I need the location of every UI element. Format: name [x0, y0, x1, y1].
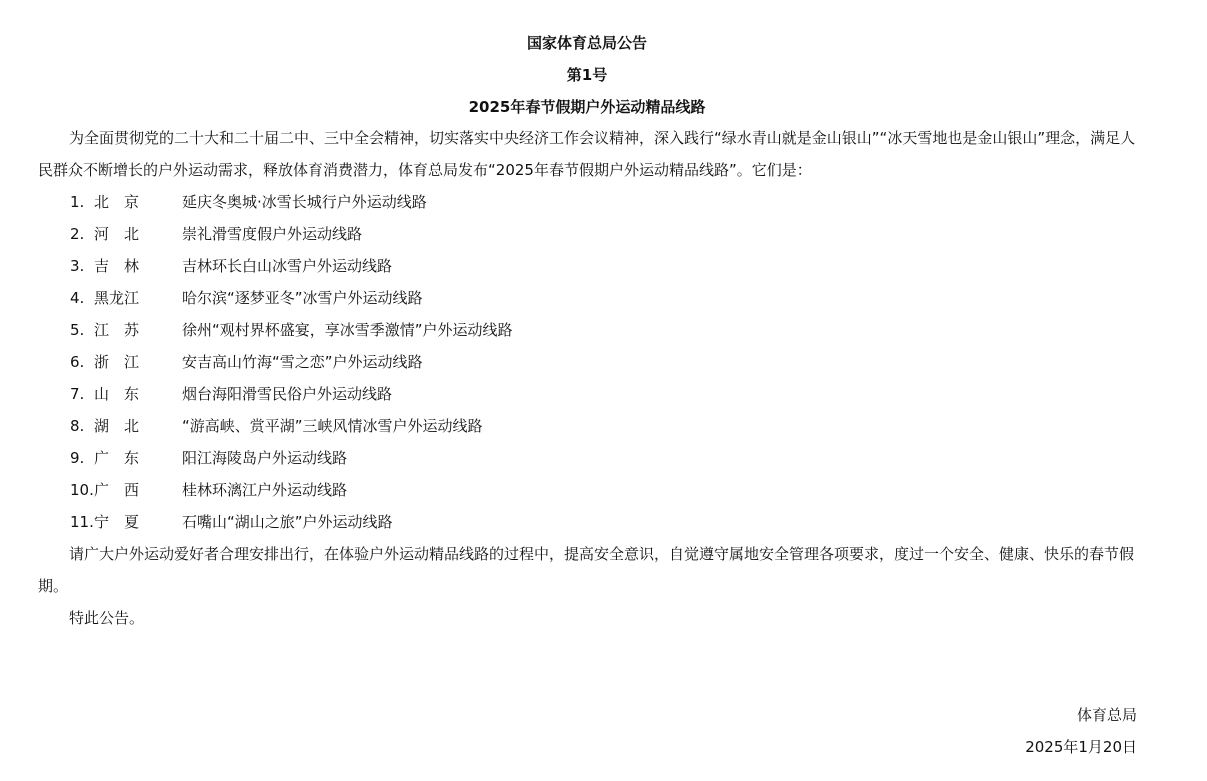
route-province: 河 北	[94, 225, 140, 243]
route-item	[70, 218, 770, 250]
route-item	[70, 346, 770, 378]
route-province: 吉 林	[94, 257, 140, 275]
route-number: 3.	[70, 257, 85, 275]
route-number: 9.	[70, 449, 85, 467]
route-number: 11.	[70, 513, 94, 531]
route-item	[70, 442, 770, 474]
route-province: 广 东	[94, 449, 140, 467]
route-name: 延庆冬奥城·冰雪长城行户外运动线路	[182, 193, 427, 211]
route-item	[70, 506, 770, 538]
route-number: 1.	[70, 193, 85, 211]
route-province: 广 西	[94, 481, 140, 499]
intro-paragraph: 为全面贯彻党的二十大和二十届二中、三中全会精神，切实落实中央经济工作会议精神，深入践行“绿水青山就是金山银山”“冰天雪地也是金山银山”理念，满足人民群众不断增长的户外运动需求，释放体育消费潜力，体育总局发布“2025年春节假期户外运动精品线路”。它们是：	[38, 129, 1136, 179]
route-province: 宁 夏	[94, 513, 140, 531]
route-number: 10.	[70, 481, 94, 499]
route-item	[70, 378, 770, 410]
routes-list	[70, 186, 770, 538]
route-item	[70, 474, 770, 506]
document-title: 国家体育总局公告	[526, 34, 647, 52]
route-number: 8.	[70, 417, 85, 435]
route-name: 烟台海阳滑雪民俗户外运动线路	[182, 385, 393, 403]
route-province: 山 东	[94, 385, 140, 403]
route-name: 桂林环漓江户外运动线路	[182, 481, 348, 499]
route-number: 7.	[70, 385, 85, 403]
route-item	[70, 410, 770, 442]
closing-paragraph: 请广大户外运动爱好者合理安排出行，在体验户外运动精品线路的过程中，提高安全意识，自觉遵守属地安全管理各项要求，度过一个安全、健康、快乐的春节假期。	[38, 545, 1135, 595]
route-province: 北 京	[94, 193, 140, 211]
notice-line: 特此公告。	[69, 609, 145, 627]
route-item	[70, 250, 770, 282]
route-province: 黑龙江	[94, 289, 140, 307]
route-number: 5.	[70, 321, 85, 339]
route-number: 2.	[70, 225, 85, 243]
route-name: 崇礼滑雪度假户外运动线路	[182, 225, 363, 243]
route-item	[70, 186, 770, 218]
route-name: 吉林环长白山冰雪户外运动线路	[182, 257, 393, 275]
route-item	[70, 314, 770, 346]
route-number: 4.	[70, 289, 85, 307]
route-number: 6.	[70, 353, 85, 371]
route-name: 哈尔滨“逐梦亚冬”冰雪户外运动线路	[182, 289, 423, 307]
signature-organization: 体育总局	[1076, 706, 1137, 724]
route-name: 徐州“观村界杯盛宴，享冰雪季激情”户外运动线路	[182, 321, 513, 339]
route-province: 江 苏	[94, 321, 140, 339]
document-subtitle: 2025年春节假期户外运动精品线路	[468, 98, 706, 116]
route-name: 石嘴山“湖山之旅”户外运动线路	[182, 513, 393, 531]
signature-date: 2025年1月20日	[1025, 738, 1137, 756]
route-name: “游高峡、赏平湖”三峡风情冰雪户外运动线路	[182, 417, 483, 435]
route-province: 浙 江	[94, 353, 140, 371]
document-number: 第1号	[566, 66, 608, 84]
route-item	[70, 282, 770, 314]
route-name: 安吉高山竹海“雪之恋”户外运动线路	[182, 353, 423, 371]
route-province: 湖 北	[94, 417, 140, 435]
route-name: 阳江海陵岛户外运动线路	[182, 449, 348, 467]
